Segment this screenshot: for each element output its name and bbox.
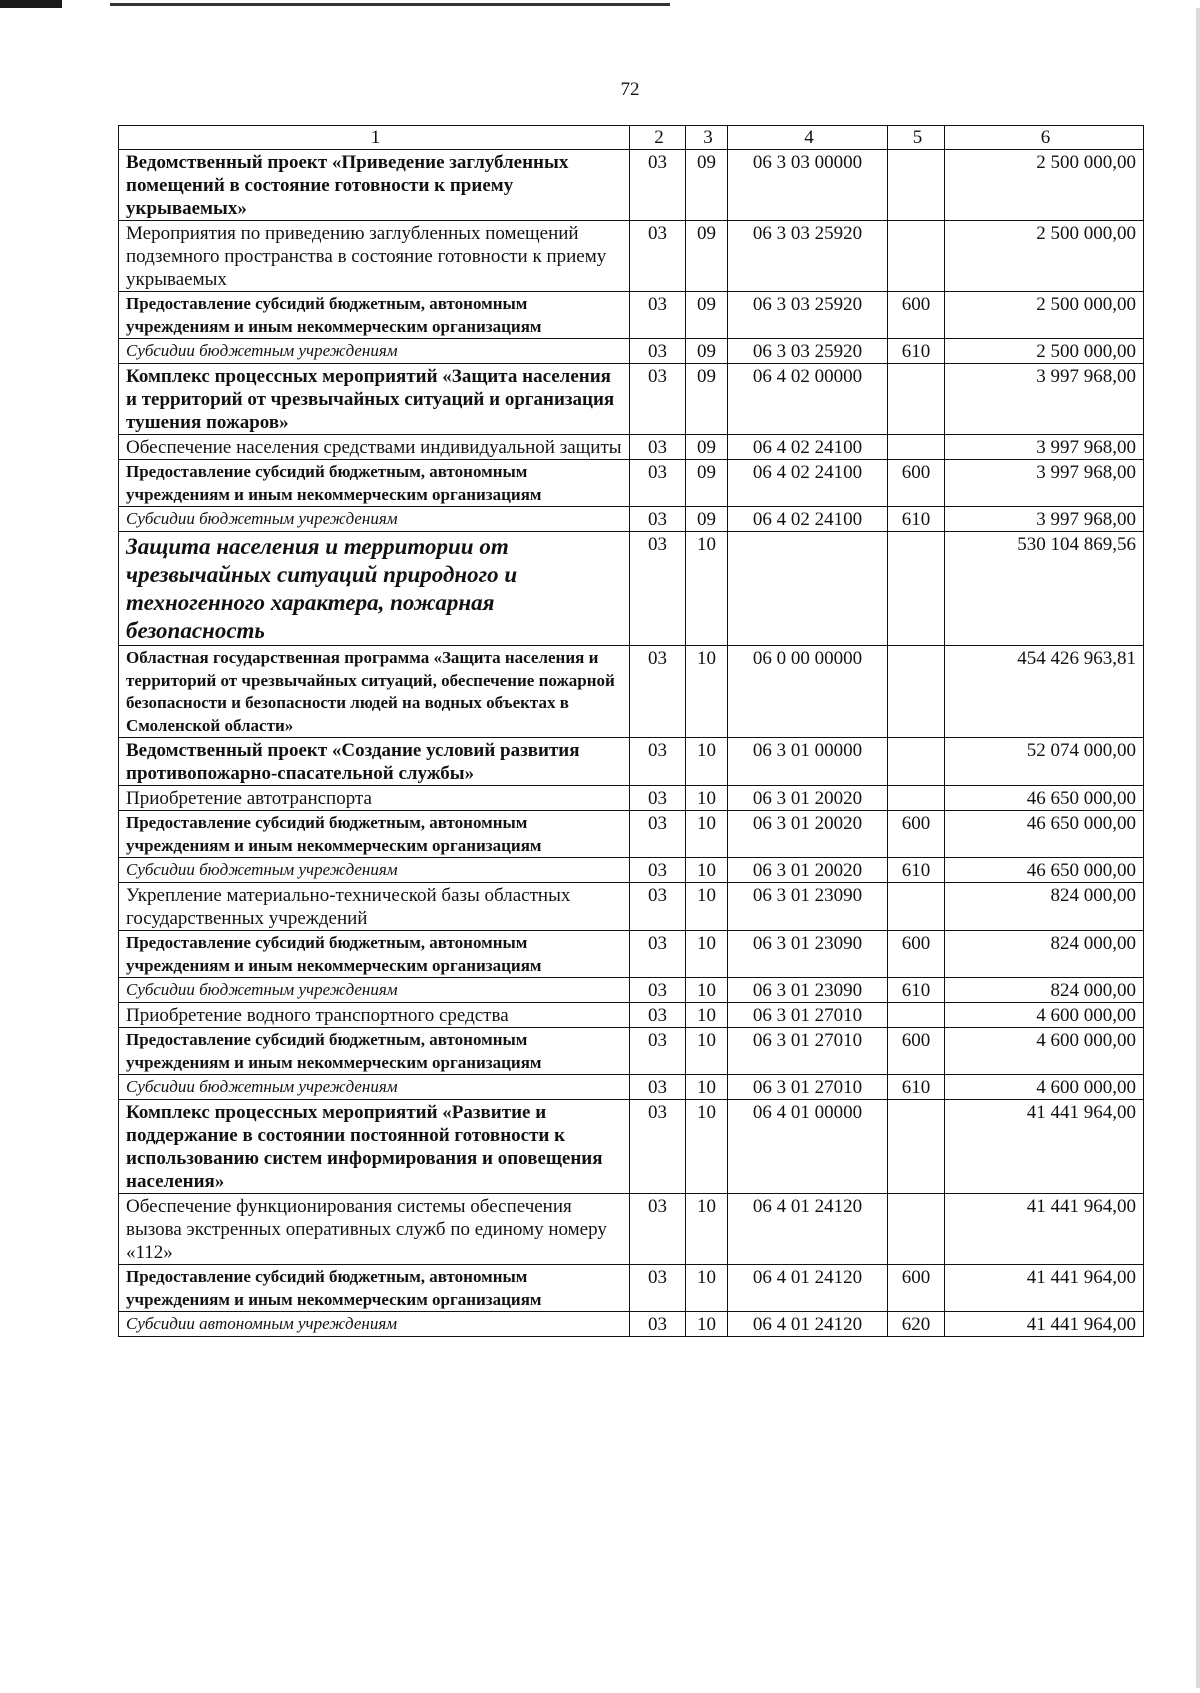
cell-expense-type: 610 xyxy=(888,978,945,1003)
header-col-5: 5 xyxy=(888,126,945,150)
table-row xyxy=(119,1100,1144,1194)
cell-expense-type: 610 xyxy=(888,1075,945,1100)
header-col-3: 3 xyxy=(686,126,728,150)
table-row xyxy=(119,883,1144,931)
scan-artifact-top-left xyxy=(0,0,62,8)
cell-target-article: 06 4 02 24100 xyxy=(728,435,888,460)
cell-amount: 530 104 869,56 xyxy=(945,532,1144,646)
cell-subsection-code: 10 xyxy=(686,1028,728,1075)
cell-section-code: 03 xyxy=(630,150,686,221)
table-row xyxy=(119,858,1144,883)
cell-name: Предоставление субсидий бюджетным, автономным учреждениям и иным некоммерческим организациям xyxy=(119,1265,630,1312)
cell-expense-type xyxy=(888,738,945,786)
table-row xyxy=(119,931,1144,978)
cell-subsection-code: 10 xyxy=(686,1100,728,1194)
cell-name: Обеспечение функционирования системы обеспечения вызова экстренных оперативных служб по единому номеру «112» xyxy=(119,1194,630,1265)
cell-target-article: 06 3 01 00000 xyxy=(728,738,888,786)
cell-amount: 824 000,00 xyxy=(945,883,1144,931)
cell-section-code: 03 xyxy=(630,646,686,738)
cell-name: Предоставление субсидий бюджетным, автономным учреждениям и иным некоммерческим организациям xyxy=(119,1028,630,1075)
cell-section-code: 03 xyxy=(630,1312,686,1337)
cell-subsection-code: 09 xyxy=(686,460,728,507)
cell-subsection-code: 10 xyxy=(686,532,728,646)
table-row xyxy=(119,1194,1144,1265)
cell-target-article: 06 3 01 27010 xyxy=(728,1075,888,1100)
table-body xyxy=(119,150,1144,1337)
cell-subsection-code: 10 xyxy=(686,1194,728,1265)
cell-name: Ведомственный проект «Приведение заглубленных помещений в состояние готовности к приему укрываемых» xyxy=(119,150,630,221)
cell-section-code: 03 xyxy=(630,507,686,532)
cell-amount: 41 441 964,00 xyxy=(945,1194,1144,1265)
cell-subsection-code: 10 xyxy=(686,786,728,811)
cell-amount: 3 997 968,00 xyxy=(945,507,1144,532)
table-row xyxy=(119,435,1144,460)
cell-amount: 4 600 000,00 xyxy=(945,1028,1144,1075)
cell-amount: 2 500 000,00 xyxy=(945,150,1144,221)
header-col-2: 2 xyxy=(630,126,686,150)
cell-name: Приобретение автотранспорта xyxy=(119,786,630,811)
cell-section-code: 03 xyxy=(630,221,686,292)
cell-name: Ведомственный проект «Создание условий развития противопожарно-спасательной службы» xyxy=(119,738,630,786)
cell-subsection-code: 10 xyxy=(686,1265,728,1312)
cell-expense-type: 610 xyxy=(888,339,945,364)
cell-subsection-code: 10 xyxy=(686,883,728,931)
header-col-1: 1 xyxy=(119,126,630,150)
cell-target-article: 06 3 01 23090 xyxy=(728,931,888,978)
cell-target-article: 06 4 02 24100 xyxy=(728,507,888,532)
table-row xyxy=(119,364,1144,435)
table-row xyxy=(119,646,1144,738)
cell-section-code: 03 xyxy=(630,1100,686,1194)
cell-name: Субсидии бюджетным учреждениям xyxy=(119,858,630,883)
cell-name: Областная государственная программа «Защита населения и территорий от чрезвычайных ситуаций, обеспечение пожарной безопасности и безопасности людей на водных объектах в Смоленской области» xyxy=(119,646,630,738)
cell-subsection-code: 10 xyxy=(686,1312,728,1337)
cell-amount: 3 997 968,00 xyxy=(945,364,1144,435)
cell-target-article: 06 3 03 25920 xyxy=(728,221,888,292)
cell-section-code: 03 xyxy=(630,364,686,435)
cell-target-article: 06 4 01 24120 xyxy=(728,1312,888,1337)
cell-amount: 41 441 964,00 xyxy=(945,1100,1144,1194)
cell-amount: 2 500 000,00 xyxy=(945,221,1144,292)
table-row xyxy=(119,221,1144,292)
cell-name: Предоставление субсидий бюджетным, автономным учреждениям и иным некоммерческим организациям xyxy=(119,811,630,858)
cell-subsection-code: 10 xyxy=(686,978,728,1003)
cell-section-code: 03 xyxy=(630,460,686,507)
cell-expense-type: 610 xyxy=(888,507,945,532)
cell-amount: 824 000,00 xyxy=(945,931,1144,978)
table-row xyxy=(119,811,1144,858)
cell-section-code: 03 xyxy=(630,435,686,460)
cell-amount: 52 074 000,00 xyxy=(945,738,1144,786)
cell-target-article: 06 3 01 20020 xyxy=(728,786,888,811)
table-row xyxy=(119,1028,1144,1075)
cell-name: Комплекс процессных мероприятий «Развитие и поддержание в состоянии постоянной готовности к использованию систем информирования и оповещения населения» xyxy=(119,1100,630,1194)
table-row xyxy=(119,1003,1144,1028)
cell-name: Субсидии автономным учреждениям xyxy=(119,1312,630,1337)
table-row xyxy=(119,1265,1144,1312)
cell-expense-type xyxy=(888,1194,945,1265)
cell-section-code: 03 xyxy=(630,786,686,811)
cell-amount: 46 650 000,00 xyxy=(945,786,1144,811)
cell-subsection-code: 10 xyxy=(686,858,728,883)
cell-subsection-code: 09 xyxy=(686,435,728,460)
cell-target-article: 06 3 01 27010 xyxy=(728,1003,888,1028)
cell-target-article: 06 4 01 24120 xyxy=(728,1194,888,1265)
cell-section-code: 03 xyxy=(630,883,686,931)
cell-expense-type xyxy=(888,532,945,646)
cell-section-code: 03 xyxy=(630,1194,686,1265)
scan-artifact-top-line xyxy=(110,3,670,6)
cell-name: Субсидии бюджетным учреждениям xyxy=(119,978,630,1003)
cell-expense-type: 620 xyxy=(888,1312,945,1337)
cell-expense-type xyxy=(888,1100,945,1194)
cell-expense-type: 600 xyxy=(888,931,945,978)
cell-subsection-code: 10 xyxy=(686,811,728,858)
header-col-6: 6 xyxy=(945,126,1144,150)
table-row xyxy=(119,978,1144,1003)
cell-subsection-code: 10 xyxy=(686,738,728,786)
table-header-row xyxy=(119,126,1144,150)
cell-amount: 2 500 000,00 xyxy=(945,339,1144,364)
cell-section-code: 03 xyxy=(630,292,686,339)
cell-section-code: 03 xyxy=(630,811,686,858)
cell-target-article: 06 3 01 23090 xyxy=(728,978,888,1003)
table-row xyxy=(119,786,1144,811)
cell-amount: 2 500 000,00 xyxy=(945,292,1144,339)
cell-target-article: 06 4 02 24100 xyxy=(728,460,888,507)
cell-section-code: 03 xyxy=(630,1003,686,1028)
cell-amount: 46 650 000,00 xyxy=(945,811,1144,858)
cell-expense-type: 600 xyxy=(888,460,945,507)
cell-target-article: 06 4 01 24120 xyxy=(728,1265,888,1312)
cell-section-code: 03 xyxy=(630,1265,686,1312)
cell-expense-type xyxy=(888,1003,945,1028)
cell-target-article xyxy=(728,532,888,646)
cell-target-article: 06 3 01 23090 xyxy=(728,883,888,931)
cell-section-code: 03 xyxy=(630,339,686,364)
cell-amount: 824 000,00 xyxy=(945,978,1144,1003)
table-row xyxy=(119,738,1144,786)
table-row xyxy=(119,1075,1144,1100)
cell-name: Обеспечение населения средствами индивидуальной защиты xyxy=(119,435,630,460)
cell-expense-type xyxy=(888,364,945,435)
cell-expense-type xyxy=(888,646,945,738)
cell-section-code: 03 xyxy=(630,1075,686,1100)
cell-subsection-code: 09 xyxy=(686,150,728,221)
cell-target-article: 06 3 01 20020 xyxy=(728,811,888,858)
cell-expense-type: 600 xyxy=(888,292,945,339)
cell-section-code: 03 xyxy=(630,858,686,883)
cell-name: Предоставление субсидий бюджетным, автономным учреждениям и иным некоммерческим организациям xyxy=(119,931,630,978)
cell-expense-type xyxy=(888,883,945,931)
cell-subsection-code: 09 xyxy=(686,221,728,292)
cell-target-article: 06 0 00 00000 xyxy=(728,646,888,738)
cell-name: Комплекс процессных мероприятий «Защита населения и территорий от чрезвычайных ситуаций и организация тушения пожаров» xyxy=(119,364,630,435)
cell-amount: 46 650 000,00 xyxy=(945,858,1144,883)
cell-section-code: 03 xyxy=(630,1028,686,1075)
cell-section-code: 03 xyxy=(630,978,686,1003)
cell-subsection-code: 09 xyxy=(686,339,728,364)
cell-target-article: 06 3 03 00000 xyxy=(728,150,888,221)
cell-subsection-code: 10 xyxy=(686,1003,728,1028)
cell-target-article: 06 3 01 27010 xyxy=(728,1028,888,1075)
cell-expense-type xyxy=(888,221,945,292)
cell-name: Субсидии бюджетным учреждениям xyxy=(119,507,630,532)
table-row xyxy=(119,150,1144,221)
cell-subsection-code: 09 xyxy=(686,292,728,339)
cell-name: Мероприятия по приведению заглубленных помещений подземного пространства в состояние готовности к приему укрываемых xyxy=(119,221,630,292)
cell-amount: 3 997 968,00 xyxy=(945,460,1144,507)
cell-target-article: 06 3 03 25920 xyxy=(728,339,888,364)
cell-expense-type: 600 xyxy=(888,1265,945,1312)
cell-amount: 41 441 964,00 xyxy=(945,1265,1144,1312)
cell-amount: 4 600 000,00 xyxy=(945,1003,1144,1028)
table-row xyxy=(119,339,1144,364)
cell-amount: 41 441 964,00 xyxy=(945,1312,1144,1337)
table-row xyxy=(119,507,1144,532)
table-row xyxy=(119,292,1144,339)
cell-expense-type xyxy=(888,150,945,221)
cell-section-code: 03 xyxy=(630,532,686,646)
header-col-4: 4 xyxy=(728,126,888,150)
cell-subsection-code: 10 xyxy=(686,646,728,738)
cell-subsection-code: 10 xyxy=(686,1075,728,1100)
cell-name: Предоставление субсидий бюджетным, автономным учреждениям и иным некоммерческим организациям xyxy=(119,460,630,507)
cell-target-article: 06 4 02 00000 xyxy=(728,364,888,435)
cell-amount: 3 997 968,00 xyxy=(945,435,1144,460)
cell-name: Приобретение водного транспортного средства xyxy=(119,1003,630,1028)
cell-expense-type: 600 xyxy=(888,1028,945,1075)
cell-expense-type xyxy=(888,435,945,460)
cell-name: Предоставление субсидий бюджетным, автономным учреждениям и иным некоммерческим организациям xyxy=(119,292,630,339)
cell-expense-type xyxy=(888,786,945,811)
scan-artifact-right-edge xyxy=(1196,8,1200,1688)
cell-expense-type: 600 xyxy=(888,811,945,858)
cell-subsection-code: 09 xyxy=(686,364,728,435)
cell-target-article: 06 3 03 25920 xyxy=(728,292,888,339)
cell-amount: 454 426 963,81 xyxy=(945,646,1144,738)
table-row xyxy=(119,532,1144,646)
page-number: 72 xyxy=(620,79,640,100)
cell-amount: 4 600 000,00 xyxy=(945,1075,1144,1100)
cell-name: Укрепление материально-технической базы областных государственных учреждений xyxy=(119,883,630,931)
table-row xyxy=(119,460,1144,507)
cell-subsection-code: 09 xyxy=(686,507,728,532)
cell-expense-type: 610 xyxy=(888,858,945,883)
cell-name: Субсидии бюджетным учреждениям xyxy=(119,1075,630,1100)
cell-section-code: 03 xyxy=(630,931,686,978)
cell-section-code: 03 xyxy=(630,738,686,786)
cell-target-article: 06 3 01 20020 xyxy=(728,858,888,883)
budget-table xyxy=(118,125,1144,1337)
cell-subsection-code: 10 xyxy=(686,931,728,978)
cell-name: Защита населения и территории от чрезвычайных ситуаций природного и техногенного характера, пожарная безопасность xyxy=(119,532,630,646)
table-row xyxy=(119,1312,1144,1337)
cell-name: Субсидии бюджетным учреждениям xyxy=(119,339,630,364)
cell-target-article: 06 4 01 00000 xyxy=(728,1100,888,1194)
